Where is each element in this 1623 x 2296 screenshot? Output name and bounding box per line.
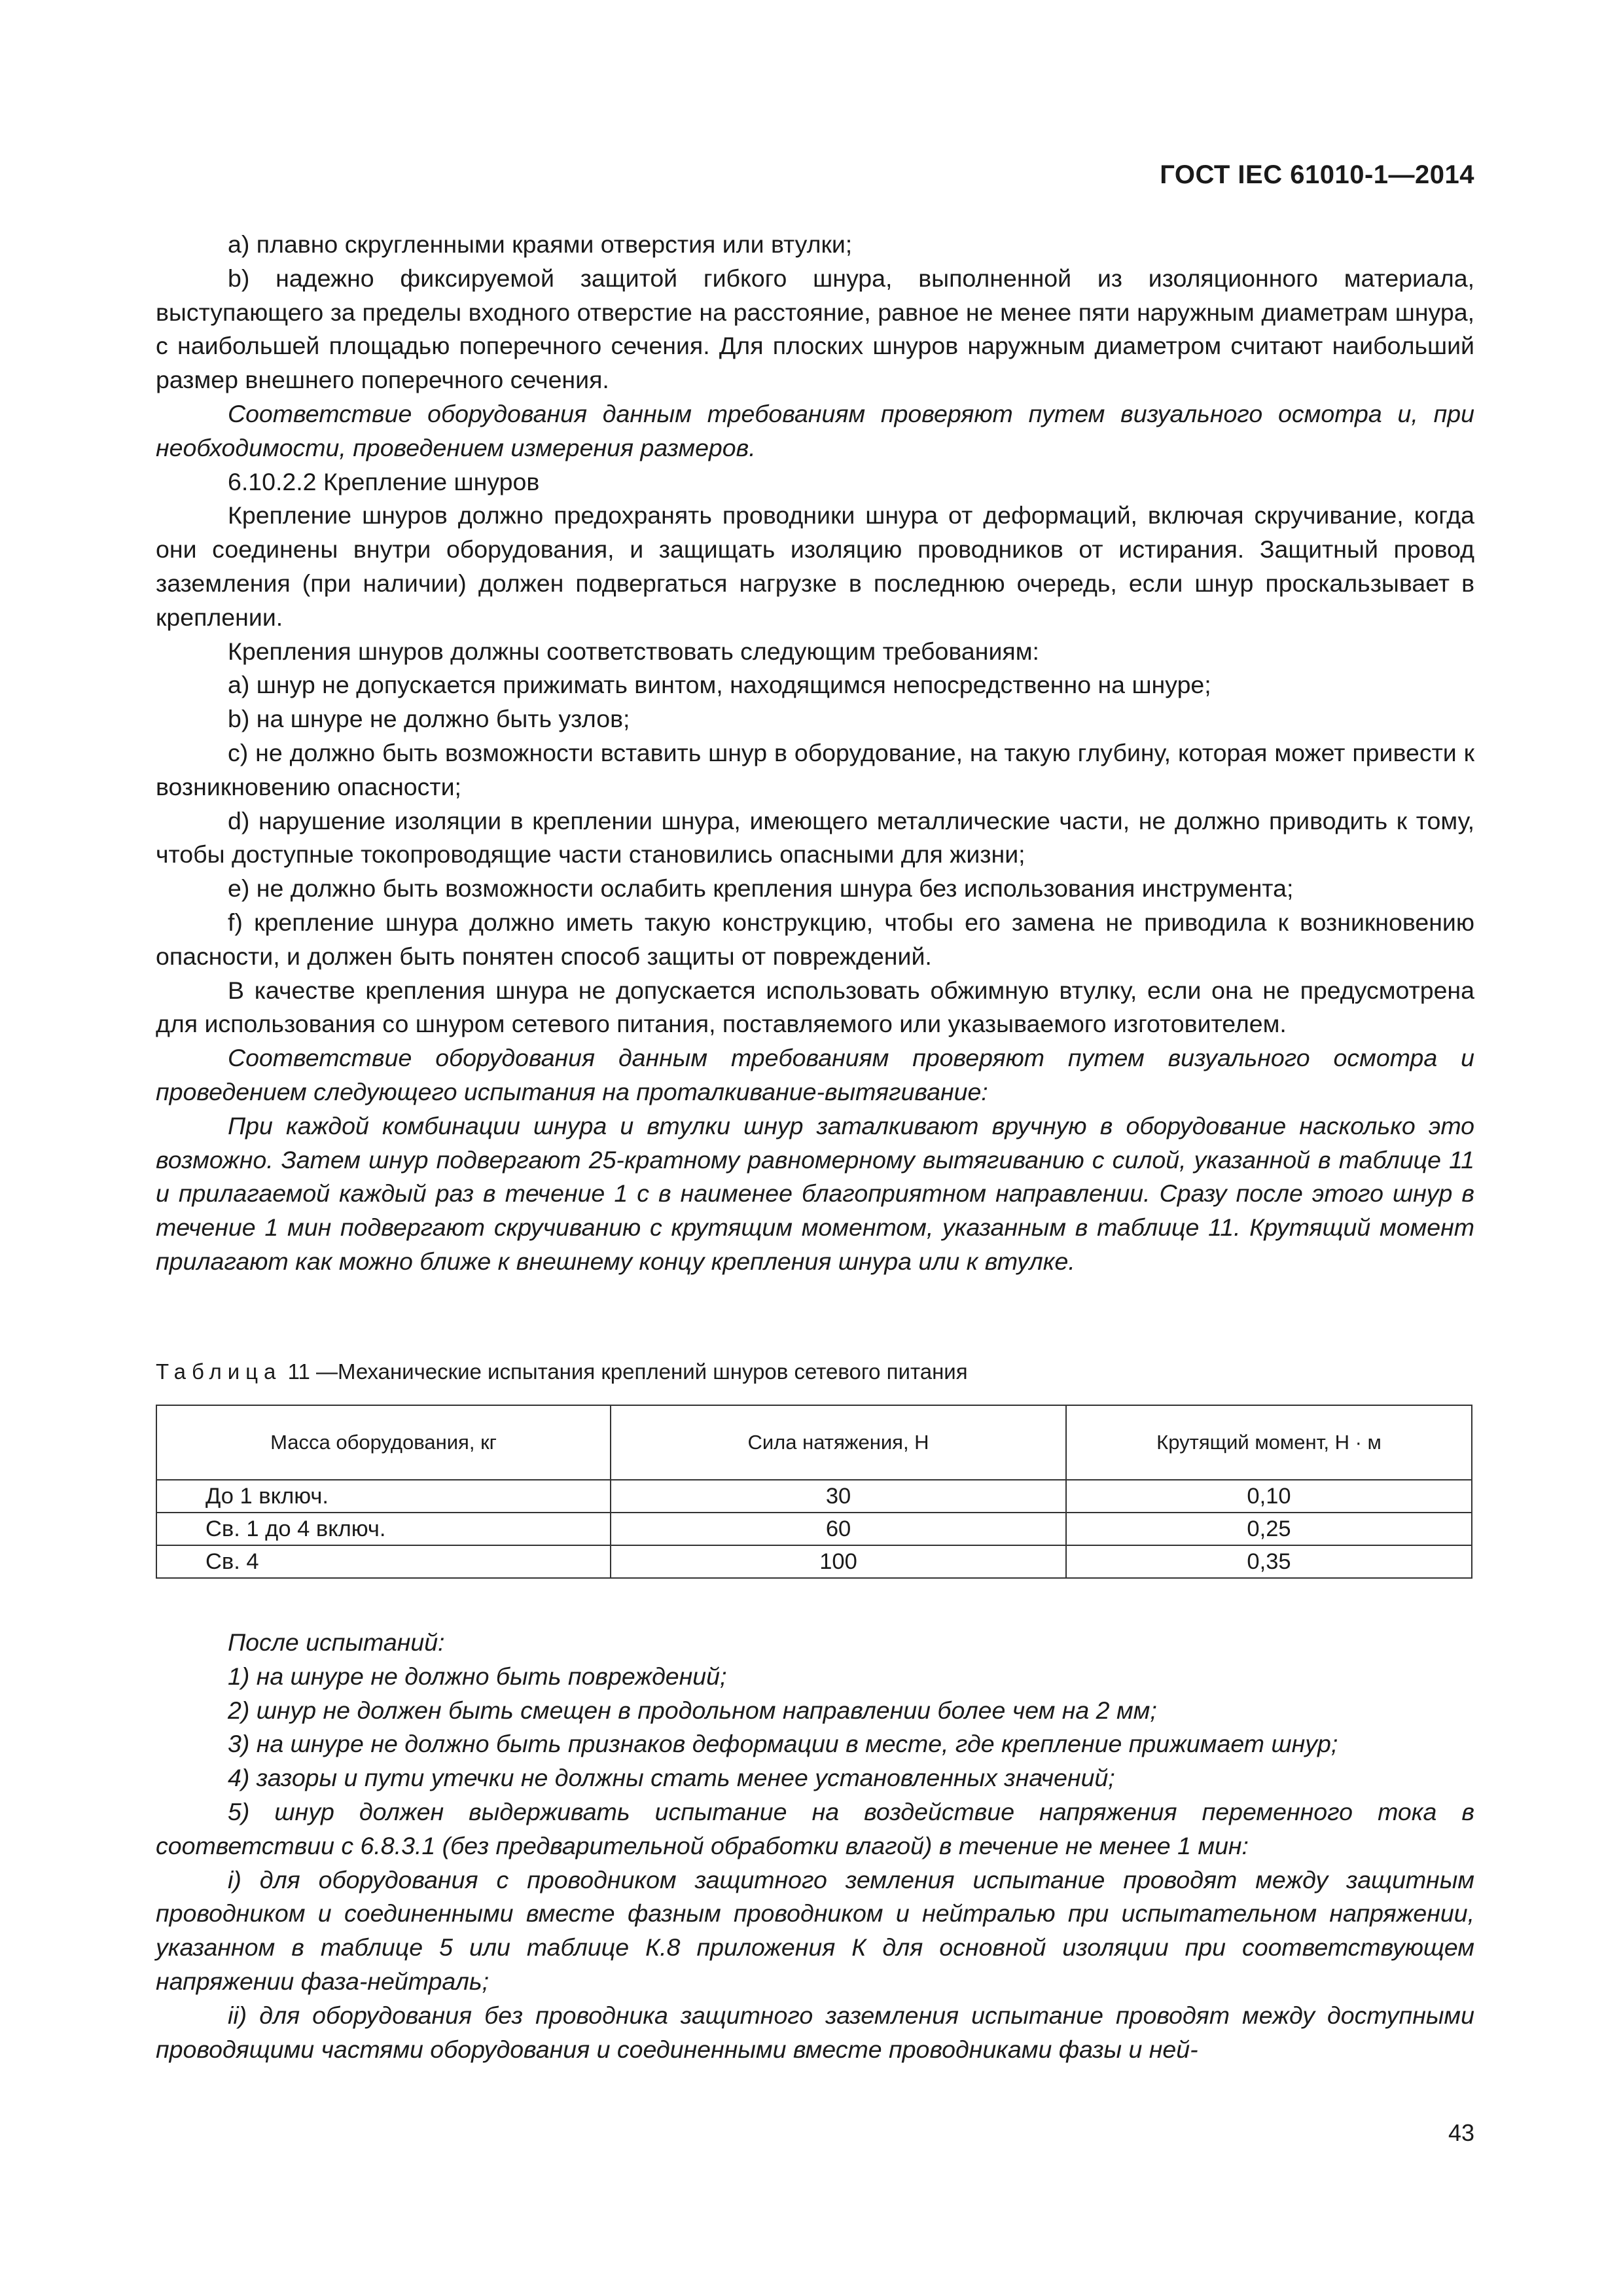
table-cell: Св. 1 до 4 включ. <box>156 1513 611 1545</box>
table-row <box>156 1545 1472 1578</box>
list-item: c) не должно быть возможности вставить шнур в оборудование, на такую глубину, которая может привести к возникновению опасности; <box>156 738 1474 800</box>
after-test-text <box>156 1626 1474 2066</box>
paragraph: После испытаний: <box>228 1628 445 1656</box>
table-caption-label: Таблица <box>156 1359 282 1384</box>
paragraph: a) плавно скругленными краями отверстия или втулки; <box>228 230 853 258</box>
table-cell: До 1 включ. <box>156 1480 611 1513</box>
column-header: Крутящий момент, Н · м <box>1066 1405 1472 1480</box>
list-item: b) на шнуре не должно быть узлов; <box>228 705 630 733</box>
page-number: 43 <box>1448 2119 1474 2146</box>
table-caption <box>156 1359 968 1385</box>
list-item: 4) зазоры и пути утечки не должны стать менее установленных значений; <box>228 1764 1115 1792</box>
table-cell: 0,25 <box>1066 1513 1472 1545</box>
column-header: Сила натяжения, Н <box>611 1405 1066 1480</box>
paragraph: В качестве крепления шнура не допускается использовать обжимную втулку, если она не предусмотрена для использования со шнуром сетевого питания, поставляемого или указываемого изготовителем. <box>156 976 1474 1038</box>
column-header: Масса оборудования, кг <box>156 1405 611 1480</box>
table-cell: 100 <box>611 1545 1066 1578</box>
list-item: d) нарушение изоляции в креплении шнура, имеющего металлические части, не должно приводить к тому, чтобы доступные токопроводящие части становились опасными для жизни; <box>156 806 1474 869</box>
list-item: 2) шнур не должен быть смещен в продольном направлении более чем на 2 мм; <box>228 1696 1157 1724</box>
table-cell: 0,10 <box>1066 1480 1472 1513</box>
table-cell: 60 <box>611 1513 1066 1545</box>
table-header-row <box>156 1405 1472 1480</box>
list-item: ii) для оборудования без проводника защитного заземления испытание проводят между доступными проводящими частями оборудования и соединенными вместе проводниками фазы и ней- <box>156 2001 1474 2063</box>
table-caption-text: 11 —Механические испытания креплений шнуров сетевого питания <box>287 1359 968 1384</box>
list-item: a) шнур не допускается прижимать винтом, находящимся непосредственно на шнуре; <box>228 671 1211 699</box>
body-text <box>156 228 1474 1279</box>
paragraph: Соответствие оборудования данным требованиям проверяют путем визуального осмотра и проведением следующего испытания на проталкивание-вытягивание: <box>156 1044 1474 1105</box>
table-cell: 30 <box>611 1480 1066 1513</box>
list-item: i) для оборудования с проводником защитного земления испытание проводят между защитным проводником и соединенными вместе фазным проводником и нейтралью при испытательном напряжении, указанном в таблице 5 или таблице К.8 приложения К для основной изоляции при соответствующем напряжении фаза-нейтраль; <box>156 1865 1474 1995</box>
list-item: f) крепление шнура должно иметь такую конструкцию, чтобы его замена не приводила к возникновению опасности, и должен быть понятен способ защиты от повреждений. <box>156 908 1474 970</box>
list-item: 3) на шнуре не должно быть признаков деформации в месте, где крепление прижимает шнур; <box>228 1730 1338 1758</box>
table-cell: 0,35 <box>1066 1545 1472 1578</box>
document-header: ГОСТ IEC 61010-1—2014 <box>1160 160 1474 189</box>
paragraph: b) надежно фиксируемой защитой гибкого шнура, выполненной из изоляционного материала, выступающего за пределы входного отверстие на расстояние, равное не менее пяти наружным диаметрам шнура, с наибольшей площадью поперечного сечения. Для плоских шнуров наружным диаметром считают наибольший размер внешнего поперечного сечения. <box>156 264 1474 394</box>
list-item: e) не должно быть возможности ослабить крепления шнура без использования инструмента; <box>228 874 1294 903</box>
table-row <box>156 1513 1472 1545</box>
table-cell: Св. 4 <box>156 1545 611 1578</box>
section-heading: 6.10.2.2 Крепление шнуров <box>228 467 540 495</box>
paragraph: Крепления шнуров должны соответствовать следующим требованиям: <box>228 637 1039 665</box>
list-item: 5) шнур должен выдерживать испытание на воздействие напряжения переменного тока в соответствии с 6.8.3.1 (без предварительной обработки влагой) в течение не менее 1 мин: <box>156 1797 1474 1859</box>
paragraph: Крепление шнуров должно предохранять проводники шнура от деформаций, включая скручивание, когда они соединены внутри оборудования, и защищать изоляцию проводников от истирания. Защитный провод заземления (при наличии) должен подвергаться нагрузке в последнюю очередь, если шнур проскальзывает в креплении. <box>156 501 1474 631</box>
data-table <box>156 1405 1472 1579</box>
paragraph: Соответствие оборудования данным требованиям проверяют путем визуального осмотра и, при необходимости, проведением измерения размеров. <box>156 399 1474 461</box>
table-row <box>156 1480 1472 1513</box>
list-item: 1) на шнуре не должно быть повреждений; <box>228 1662 727 1690</box>
paragraph: При каждой комбинации шнура и втулки шнур заталкивают вручную в оборудование насколько это возможно. Затем шнур подвергают 25-кратному равномерному вытягиванию с силой, указанной в таблице 11 и прилагаемой каждый раз в течение 1 с в наименее благоприятном направлении. Сразу после этого шнур в течение 1 мин подвергают скручиванию с крутящим моментом, указанным в таблице 11. Крутящий момент прилагают как можно ближе к внешнему концу крепления шнура или к втулке. <box>156 1111 1474 1275</box>
